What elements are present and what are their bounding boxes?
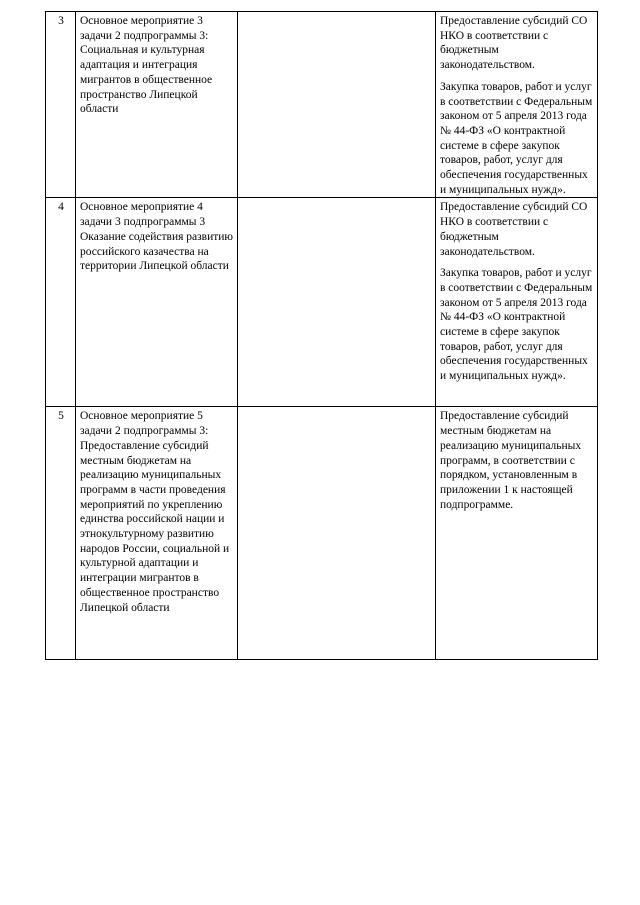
row-number: 3 [46, 12, 76, 198]
measure-name: Основное мероприятие 5 задачи 2 подпрограммы 3: Предоставление субсидий местным бюджетам на реализацию муниципальных программ в части проведения мероприятий по укреплению единства российской нации и этнокультурному развитию народов России, социальной и культурной адаптации и интеграции мигрантов в общественное пространство Липецкой области [76, 407, 238, 660]
mechanism-cell [436, 12, 598, 198]
row-number: 4 [46, 198, 76, 407]
mechanism-paragraph: Закупка товаров, работ и услуг в соответствии с Федеральным законом от 5 апреля 2013 года № 44-ФЗ «О контрактной системе в сфере закупок товаров, работ, услуг для обеспечения государственных и муниципальных нужд». [440, 267, 593, 383]
table-row [46, 12, 598, 198]
measure-name: Основное мероприятие 4 задачи 3 подпрограммы 3 Оказание содействия развитию российского казачества на территории Липецкой области [76, 198, 238, 407]
empty-cell [238, 12, 436, 198]
table-row [46, 407, 598, 660]
empty-cell [238, 407, 436, 660]
table-row [46, 198, 598, 407]
row-number: 5 [46, 407, 76, 660]
mechanism-paragraph: Предоставление субсидий СО НКО в соответствии с бюджетным законодательством. [440, 201, 588, 258]
measure-name: Основное мероприятие 3 задачи 2 подпрограммы 3: Социальная и культурная адаптация и интеграция мигрантов в общественное пространство Липецкой области [76, 12, 238, 198]
mechanism-cell [436, 407, 598, 660]
mechanism-cell [436, 198, 598, 407]
empty-cell [238, 198, 436, 407]
measures-table [45, 11, 598, 660]
mechanism-paragraph: Предоставление субсидий СО НКО в соответствии с бюджетным законодательством. [440, 15, 588, 72]
mechanism-paragraph: Предоставление субсидий местным бюджетам на реализацию муниципальных программ, в соответствии с порядком, установленным в приложении 1 к настоящей подпрограмме. [440, 410, 582, 511]
mechanism-paragraph: Закупка товаров, работ и услуг в соответствии с Федеральным законом от 5 апреля 2013 года № 44-ФЗ «О контрактной системе в сфере закупок товаров, работ, услуг для обеспечения государственных и муниципальных нужд». [440, 80, 593, 196]
